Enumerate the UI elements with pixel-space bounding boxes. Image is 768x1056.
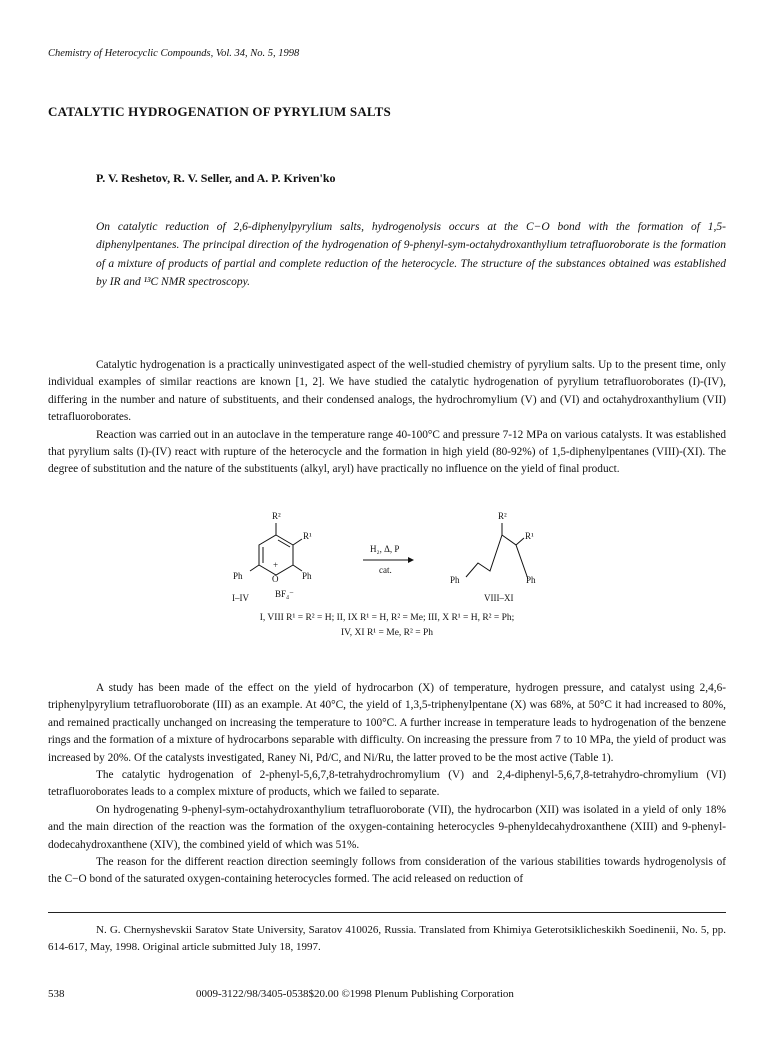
oxygen-atom: O: [272, 574, 279, 584]
copyright-line: 0009-3122/98/3405-0538$20.00 ©1998 Plenum Publishing Corporation: [196, 988, 514, 1000]
compound-label-right: VIII–XI: [484, 593, 514, 603]
conditions-top: H₂, Δ, P: [370, 544, 400, 554]
positive-charge: +: [273, 560, 279, 570]
abstract: On catalytic reduction of 2,6-diphenylpyrylium salts, hydrogenolysis occurs at the C−O bond with the formation of 1,5-diphenylpentanes. The principal direction of the hydrogenation of 9-phenyl-sym-octahydroxanthylium tetrafluoroborate is the formation of a mixture of products of partial and complete reduction of the heterocycle. The structure of the substances obtained was established by IR and ¹³C NMR spectroscopy.: [96, 221, 726, 288]
scheme-caption: IV, XI R¹ = Me, R² = Ph: [341, 628, 433, 638]
body-section-results: [48, 680, 726, 889]
body-paragraph: Reaction was carried out in an autoclave in the temperature range 40-100°C and pressure 7-12 MPa on various catalysts. It was established that pyrylium salts (I)-(IV) react with rupture of the heterocycle and the formation in high yield (80-92%) of 1,5-diphenylpentanes (VIII)-(XI). The degree of substitution and the nature of the substituents (alkyl, aryl) have practically no influence on the yield of final product.: [48, 428, 726, 476]
reaction-arrow: [363, 557, 414, 563]
phenyl-label: Ph: [233, 571, 243, 581]
footnote: N. G. Chernyshevskii Saratov State University, Saratov 410026, Russia. Translated from Khimiya Geterotsiklicheskikh Soedinenii, No. 5, pp. 614-617, May, 1998. Original article submitted July 18, 1997.: [48, 924, 726, 953]
reaction-scheme: [220, 505, 580, 610]
page-number: 538: [48, 988, 65, 1000]
r2-label-right: R²: [498, 511, 507, 521]
r2-label-left: R²: [272, 511, 281, 521]
r1-label-left: R¹: [303, 531, 312, 541]
phenyl-label: Ph: [526, 575, 536, 585]
body-paragraph: The reason for the different reaction direction seemingly follows from consideration of the various stabilities towards hydrogenolysis of the C−O bond of the saturated oxygen-containing heterocycles formed. The acid released on reduction of: [48, 856, 726, 886]
pentane-structure: [466, 523, 528, 579]
body-paragraph: The catalytic hydrogenation of 2-phenyl-5,6,7,8-tetrahydrochromylium (V) and 2,4-diphenyl-5,6,7,8-tetrahydro-chromylium (VI) tetrafluoroborates leads to a complex mixture of products, which we failed to separate.: [48, 769, 726, 799]
article-title: CATALYTIC HYDROGENATION OF PYRYLIUM SALTS: [48, 104, 391, 119]
scheme-caption: I, VIII R¹ = R² = H; II, IX R¹ = H, R² = Me; III, X R¹ = H, R² = Ph;: [259, 613, 515, 623]
counter-ion: BF₄⁻: [275, 589, 294, 599]
body-section-intro: [48, 357, 726, 479]
phenyl-label: Ph: [450, 575, 460, 585]
footnote-divider: [48, 912, 726, 913]
body-paragraph: Catalytic hydrogenation is a practically uninvestigated aspect of the well-studied chemistry of pyrylium salts. Up to the present time, only individual examples of similar reactions are known [1, 2]. We have studied the catalytic hydrogenation of pyrylium tetrafluoroborates (I)-(IV), differing in the number and nature of substituents, and their condensed analogs, the hydrochromylium (V) and (VI) and octahydroxanthylium (VII) tetrafluoroborates.: [48, 359, 726, 424]
body-paragraph: A study has been made of the effect on the yield of hydrocarbon (X) of temperature, hydrogen pressure, and catalyst using 2,4,6-triphenylpyrylium tetrafluoroborate (III) as an example. At 40°C, the yield of 1,3,5-triphenylpentane (X) was 68%, at 50°C it had increased to 80%, and remained practically unchanged on increasing the temperature to 100°C. A further increase in temperature leads to hydrogenation of the benzene rings and the formation of a mixture of hydrocarbons separable with difficulty. On increasing the pressure from 7 to 10 MPa, the yield of product was increased by 20%. Of the catalysts investigated, Raney Ni, Pd/C, and Ni/Ru, the latter proved to be the most active (Table 1).: [48, 682, 726, 764]
article-authors: P. V. Reshetov, R. V. Seller, and A. P. Kriven'ko: [96, 171, 336, 185]
compound-label-left: I–IV: [232, 593, 249, 603]
body-paragraph: On hydrogenating 9-phenyl-sym-octahydroxanthylium tetrafluoroborate (VII), the hydrocarbon (XII) was isolated in a yield of only 18% and the main direction of the reaction was the formation of the oxygen-containing heterocycles 9-phenyldecahydroxanthene (XIII) and 9-phenyl-dodecahydroxanthene (XIV), the combined yield of which was 51%.: [48, 803, 726, 851]
conditions-bottom: cat.: [379, 565, 392, 575]
journal-header: Chemistry of Heterocyclic Compounds, Vol. 34, No. 5, 1998: [48, 48, 300, 59]
r1-label-right: R¹: [525, 531, 534, 541]
phenyl-label: Ph: [302, 571, 312, 581]
